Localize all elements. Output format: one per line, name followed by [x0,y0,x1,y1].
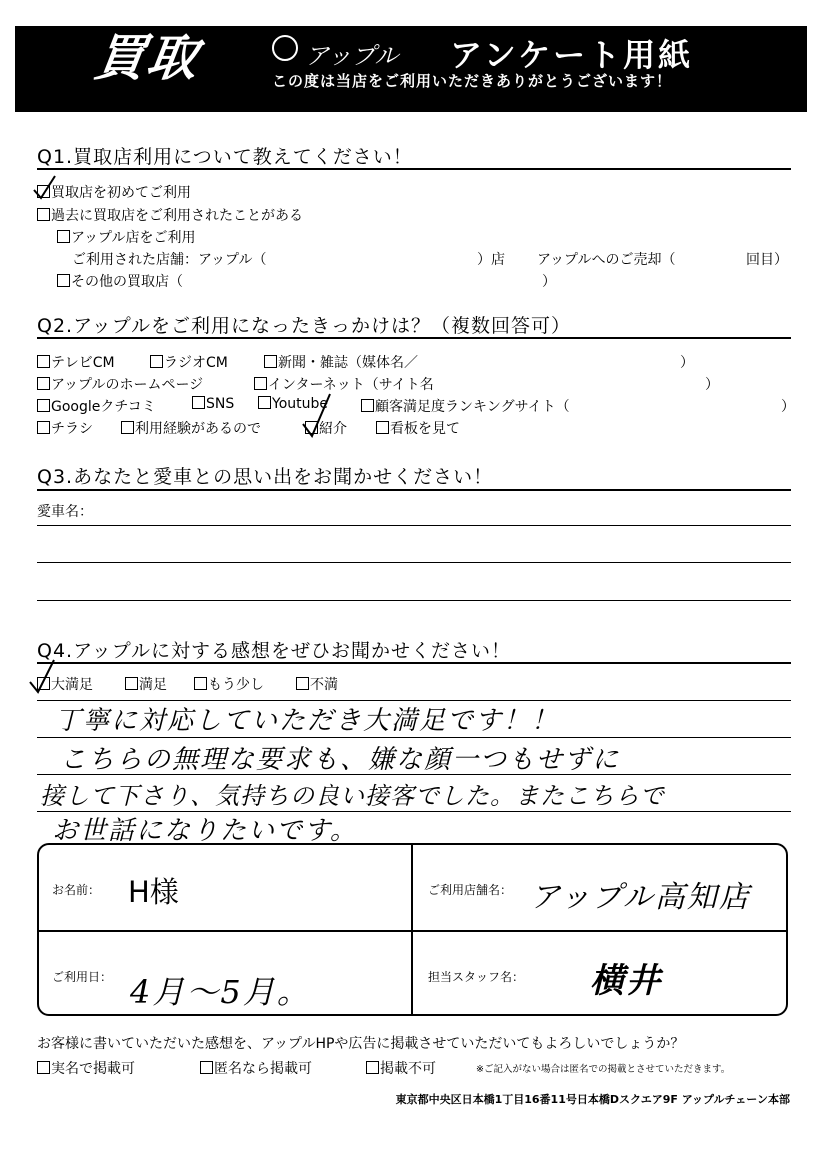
checkmark-icon [303,394,330,436]
q2-flyer[interactable]: チラシ [37,418,93,438]
store-value: アップル高知店 [530,880,751,915]
checkbox[interactable] [37,1061,50,1074]
q1-other-close: ） [542,274,556,290]
name-label: お名前： [52,883,101,897]
q3-title: Q3.あなたと愛車との思い出をお聞かせください！ [37,466,494,488]
q2-sns[interactable]: SNS [192,396,234,412]
q4-unsatisfied[interactable]: 不満 [296,674,338,694]
q3-car-label: 愛車名： [37,504,93,520]
q2-internet[interactable]: インターネット（サイト名 [254,374,434,394]
q4-somewhat[interactable]: もう少し [194,674,264,694]
date-label: ご利用日： [52,970,113,984]
handwritten-comment-line: 接して下さり、気持ちの良い接客でした。またこちらで [40,782,665,810]
q1-store-close: ）店 [477,252,505,268]
q2-homepage[interactable]: アップルのホームページ [37,374,203,394]
store-label: ご利用店舗名： [428,883,513,897]
q1-option-past[interactable]: 過去に買取店をご利用されたことがある [37,205,303,225]
q1-option-apple[interactable]: アップル店をご利用 [57,227,195,247]
footer-address: 東京都中央区日本橋1丁目16番11号日本橋Dスクエア9F アップルチェーン本部 [395,1093,790,1106]
q1-store-label: ご利用された店舗：アップル（ [72,252,267,268]
handwritten-comment-line: お世話になりたいです。 [52,816,358,846]
q1-option-other[interactable]: その他の買取店（ [57,271,183,291]
logo-kanji: 買取 [90,29,204,87]
handwritten-comment-line: 丁寧に対応していただき大満足です！！ [55,706,560,736]
q1-count-close: 回目） [746,252,788,268]
q2-ranking[interactable]: 顧客満足度ランキングサイト（ [361,396,570,416]
q2-paper-close: ） [680,355,694,371]
checkbox[interactable] [200,1061,213,1074]
q2-signboard[interactable]: 看板を見て [376,418,460,438]
q1-option-first[interactable]: 買取店を初めてご利用 [37,182,191,202]
q2-tvcm[interactable]: テレビCM [37,352,115,372]
staff-value: 横井 [590,961,662,1001]
q2-title: Q2.アップルをご利用になったきっかけは？（複数回答可） [37,315,571,337]
name-value: H様 [128,875,179,909]
date-value: 4月～5月。 [130,973,311,1011]
q4-satisfied[interactable]: 満足 [125,674,167,694]
checkmark-icon [30,660,54,692]
permission-question: お客様に書いていただいた感想を、アップルHPや広告に掲載させていただいてもよろしいでしょうか？ [37,1036,685,1052]
permission-anonymous[interactable]: 匿名なら掲載可 [200,1058,312,1078]
q2-youtube[interactable]: Youtube [258,396,328,412]
permission-no-publish[interactable]: 掲載不可 [366,1058,436,1078]
page-title: アンケート用紙 [450,36,694,74]
q1-title: Q1.買取店利用について教えてください！ [37,146,413,168]
q4-very-satisfied[interactable]: 大満足 [37,674,93,694]
handwritten-comment-line: こちらの無理な要求も、嫌な顔一つもせずに [60,745,621,775]
info-divider-horizontal [39,930,786,932]
checkbox[interactable] [366,1061,379,1074]
permission-note: ※ご記入がない場合は匿名での掲載とさせていただきます。 [476,1064,731,1075]
permission-real-name[interactable]: 実名で掲載可 [37,1058,135,1078]
q2-paper[interactable]: 新聞・雑誌（媒体名／ [264,352,418,372]
checkmark-icon [34,176,55,198]
staff-label: 担当スタッフ名： [428,970,525,984]
q1-count-label: アップルへのご売却（ [537,252,676,268]
q2-experience[interactable]: 利用経験があるので [121,418,261,438]
page-subtitle: この度は当店をご利用いただきありがとうございます！ [272,72,673,90]
q2-ranking-close: ） [781,399,795,415]
q2-referral[interactable]: 紹介 [305,418,347,438]
q2-internet-close: ） [705,377,719,393]
brand-logo: アップル [305,42,399,70]
q4-title: Q4.アップルに対する感想をぜひお聞かせください！ [37,640,511,662]
q2-radiocm[interactable]: ラジオCM [150,352,228,372]
q2-google[interactable]: Googleクチコミ [37,396,156,416]
